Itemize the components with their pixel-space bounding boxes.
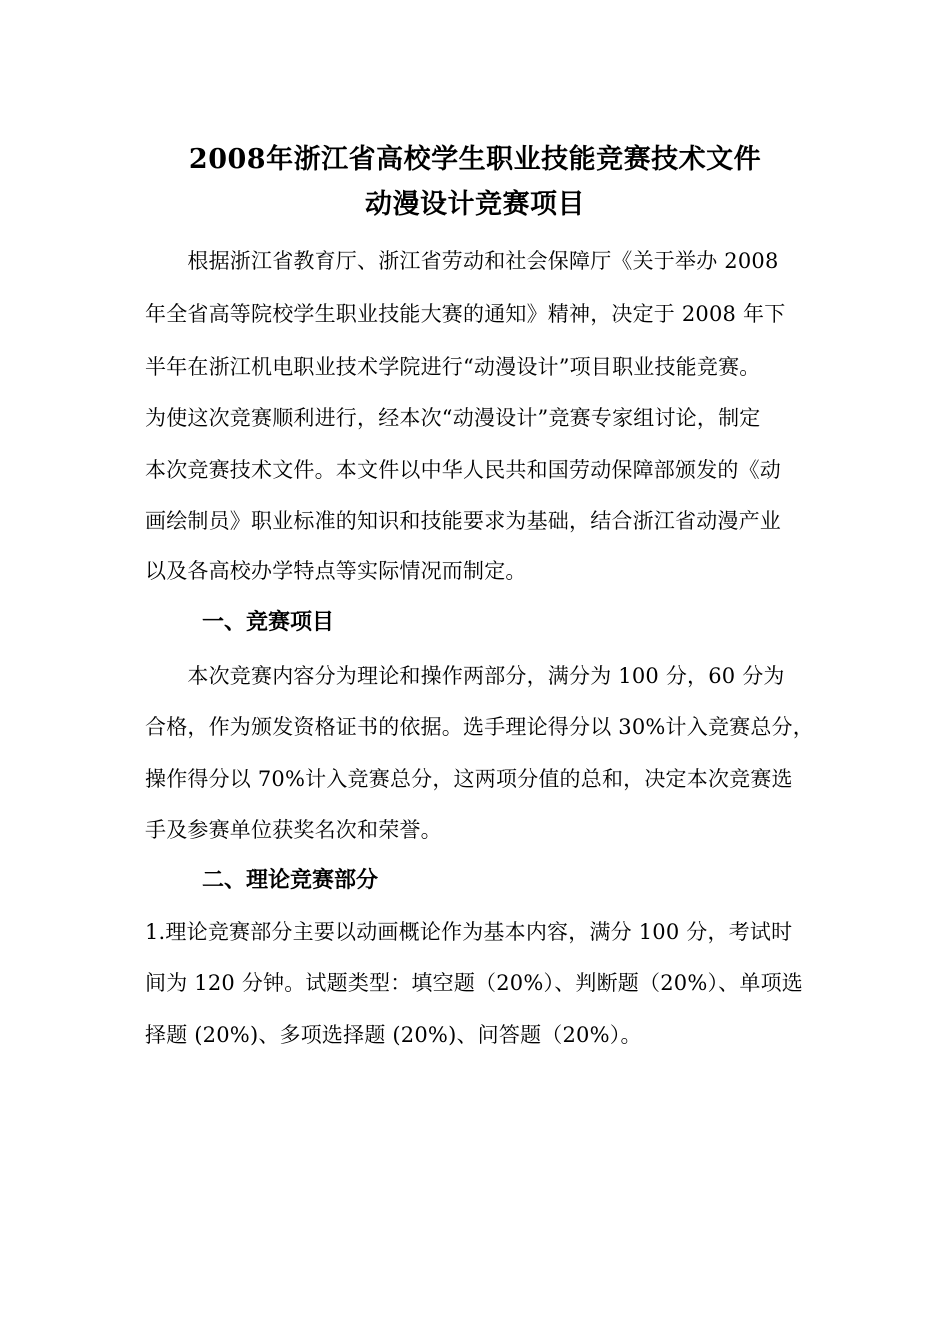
intro-line: 根据浙江省教育厅、浙江省劳动和社会保障厅《关于举办 2008 [145,249,779,273]
section1-line: 合格，作为颁发资格证书的依据。选手理论得分以 30%计入竞赛总分， [145,715,814,739]
section-heading-competition-items: 一、竞赛项目 [202,609,335,635]
document-title: 2008年浙江省高校学生职业技能竞赛技术文件 [188,144,762,175]
intro-line: 年全省高等院校学生职业技能大赛的通知》精神，决定于 2008 年下 [145,302,786,326]
section-heading-theory: 二、理论竞赛部分 [202,867,379,893]
section2-line: 1.理论竞赛部分主要以动画概论作为基本内容，满分 100 分，考试时 [145,920,793,944]
section1-line: 操作得分以 70%计入竞赛总分，这两项分值的总和，决定本次竞赛选 [145,767,793,791]
section1-line: 本次竞赛内容分为理论和操作两部分，满分为 100 分，60 分为 [145,664,785,688]
section2-line: 间为 120 分钟。试题类型：填空题（20%）、判断题（20%）、单项选 [145,971,803,995]
section2-line: 择题 (20%)、多项选择题 (20%)、问答题（20%）。 [145,1023,642,1047]
document-subtitle: 动漫设计竞赛项目 [365,189,585,220]
intro-line: 以及各高校办学特点等实际情况而制定。 [145,559,527,583]
intro-line: 半年在浙江机电职业技术学院进行“动漫设计”项目职业技能竞赛。 [145,355,761,379]
intro-line: 画绘制员》职业标准的知识和技能要求为基础，结合浙江省动漫产业 [145,509,781,533]
intro-line: 为使这次竞赛顺利进行，经本次“动漫设计”竞赛专家组讨论，制定 [145,406,761,430]
section1-line: 手及参赛单位获奖名次和荣誉。 [145,818,442,842]
intro-line: 本次竞赛技术文件。本文件以中华人民共和国劳动保障部颁发的《动 [145,458,781,482]
